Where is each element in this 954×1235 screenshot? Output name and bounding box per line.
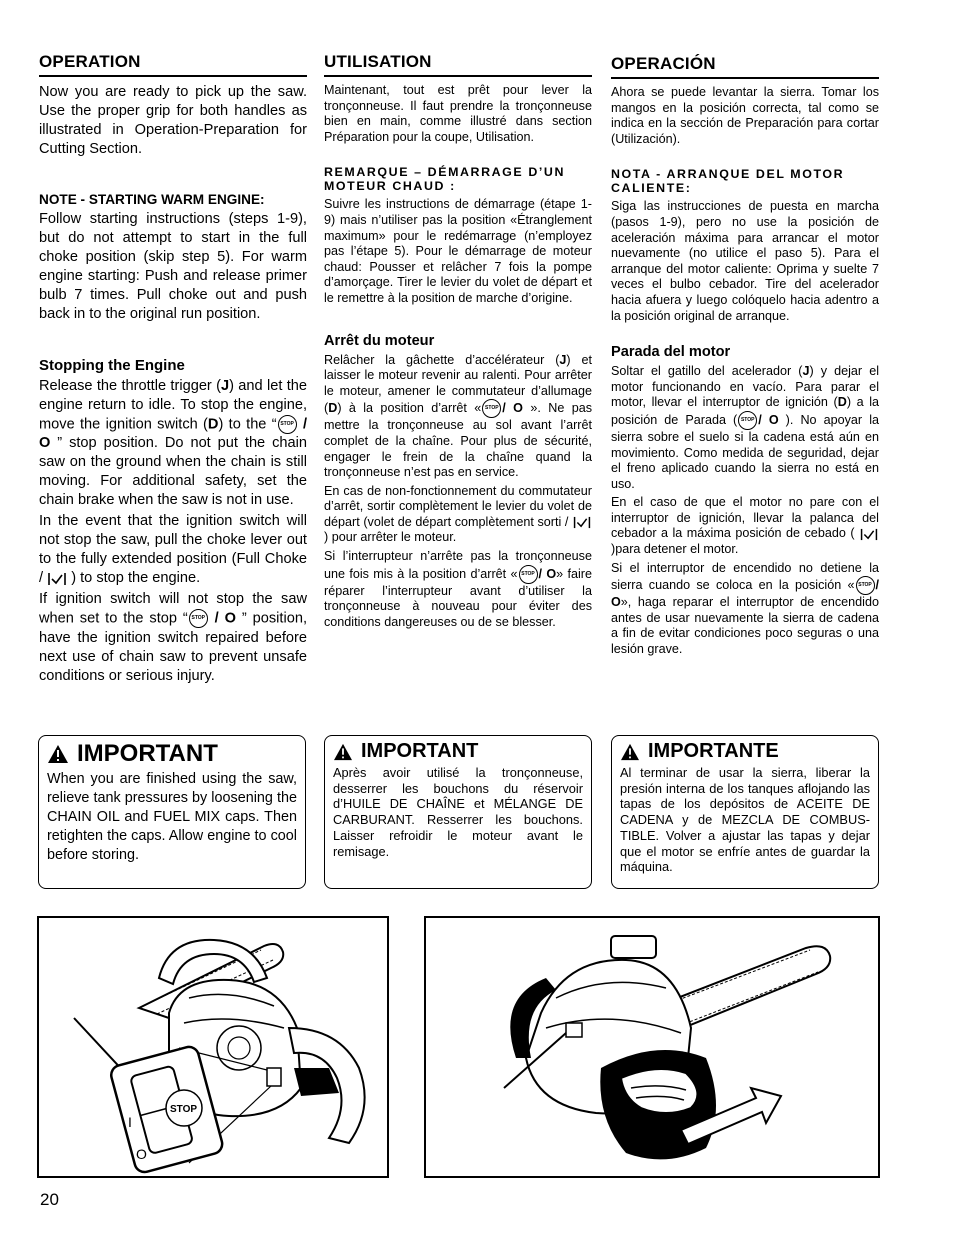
stop-icon: STOP	[278, 415, 297, 434]
important-box-english	[38, 735, 306, 889]
figure-ignition-switch	[37, 916, 389, 1178]
stop-icon: STOP	[519, 565, 538, 584]
page-number: 20	[40, 1190, 59, 1209]
note-text: Siga las instrucciones de puesta en marcha (pasos 1-9), pero no use la posición de aceleración máxima para arrancar el motor nuevamente (no utilice el paso 5). Para el arranque del motor caliente: Oprima y suelte 7 veces el bulbo cebador. Tire del acelerador hacia afuera y luego colóquelo hacia adentro a la posición original de arranque.	[611, 199, 879, 323]
column-spanish	[611, 52, 879, 658]
stopping-paragraph-1: Soltar el gatillo del acelerador (J) y dejar el motor funcionando en vacío. Para parar el motor, llevar el interruptor de ignición (D) a la posición de Parada ( STOP / O ). No apoyar la sierra sobre el suelo si la cadena está aún en movimiento. Como medida de seguridad, dejar el freno aplicado cuando la sierra no está en uso.	[611, 364, 879, 491]
stopping-paragraph-3: Si el interruptor de encendido no detiene la sierra cuando se coloca en la posición « STOP / O», haga reparar el interruptor de encendido antes de usar nuevamente la sierra de cadena a fin de evitar condiciones poco seguras o una lesión grave.	[611, 560, 879, 657]
stop-label: STOP	[170, 1104, 198, 1115]
note-title: NOTE - STARTING WARM ENGINE:	[39, 192, 265, 207]
stop-icon: STOP	[482, 399, 501, 418]
stopping-title: Stopping the Engine	[39, 357, 185, 374]
column-english	[39, 52, 307, 686]
stopping-paragraph-1: Relâcher la gâchette d’accélérateur (J) et laisser le moteur revenir au ralenti. Pour arrêter le moteur, amener le commutateur d’allumage (D) à la position d’arrêt « STOP / O ». Ne pas mettre la tronçonneuse au sol avant l’arrêt complet de la chaîne. Pour plus de sécurité, engager le frein de la chaîne quand la tronçonneuse n’est pas en service.	[324, 352, 592, 480]
stopping-paragraph-3: Si l’interrupteur n’arrête pas la tronçonneuse une fois mis à la position d’arrêt « STOP / O» faire réparer l’interrupteur avant d’utiliser la tronçonneuse à nouveau pour éviter des conditions dangereuses ou de se blesser.	[324, 549, 592, 629]
important-box-french	[324, 735, 592, 889]
section-header: OPERACIÓN	[611, 54, 879, 79]
full-choke-icon	[47, 572, 67, 586]
switch-off-label: O	[136, 1146, 147, 1162]
chainsaw-illustration	[39, 918, 389, 1178]
intro-paragraph: Now you are ready to pick up the saw. Use the proper grip for both handles as illustrated in Operation-Preparation for Cutting Section.	[39, 84, 307, 157]
important-text: Al terminar de usar la sierra, liberar la presión interna de los tanques aflojando las tapas de los depósitos de ACEITE DE CADENA y de MEZCLA DE COMBUS-TIBLE. Volver a ajustar las tapas y dejar que el motor se enfríe antes de guardar la máquina.	[620, 765, 870, 875]
important-title: IMPORTANTE	[648, 740, 779, 762]
intro-paragraph: Ahora se puede levantar la sierra. Tomar los mangos en la posición correcta, tal como se indica en la sección de Preparación para cortar (Utilización).	[611, 85, 879, 146]
note-text: Follow starting instructions (steps 1-9), but do not attempt to start in the full choke position (skip step 5). For warm engine starting: Push and release primer bulb 7 times. Pull choke out and push back in to the original run position.	[39, 211, 307, 322]
stopping-paragraph-1: Release the throttle trigger (J) and let the engine return to idle. To stop the engine, move the ignition switch (D) to the “ STOP / O ” stop position. Do not put the chain saw on the ground when the chain is still moving. For additional safety, set the chain brake when the saw is not in use.	[39, 378, 307, 509]
stopping-paragraph-2: En el caso de que el motor no pare con el interruptor de ignición, llevar la palanca del cebador a la máxima posición de cebado ( )para detener el motor.	[611, 495, 879, 557]
stop-icon: STOP	[738, 411, 757, 430]
warning-icon	[620, 743, 640, 761]
important-title: IMPORTANT	[77, 740, 218, 767]
warning-icon	[47, 744, 69, 764]
full-choke-icon	[572, 516, 592, 529]
important-text: Après avoir utilisé la tronçonneuse, desserrer les bouchons du réservoir d’HUILE DE CHAÎNE et MÉLANGE DE CARBURANT. Resserrer les bouchons. Laisser refroidir le moteur avant le remisage.	[333, 765, 583, 859]
warning-icon	[333, 743, 353, 761]
note-title: REMARQUE – DÉMARRAGE D’UN MOTEUR CHAUD :	[324, 165, 566, 194]
column-french	[324, 52, 592, 630]
stopping-paragraph-2: In the event that the ignition switch will not stop the saw, pull the choke lever out to the fully extended position (Full Choke / ) to stop the engine.	[39, 513, 307, 587]
important-box-spanish	[611, 735, 879, 889]
chainsaw-brake-illustration	[426, 918, 880, 1178]
intro-paragraph: Maintenant, tout est prêt pour lever la tronçonneuse. Il faut prendre la tronçonneuse bien en main, comme illustré dans section Préparation pour la coupe, Utilisation.	[324, 83, 592, 144]
full-choke-icon	[859, 528, 879, 541]
stopping-title: Parada del motor	[611, 344, 731, 361]
section-header: OPERATION	[39, 52, 307, 77]
stopping-paragraph-2: En cas de non-fonctionnement du commutateur d’arrêt, sortir complètement le levier du volet de départ (volet de départ complètement sorti / ) pour arrêter le moteur.	[324, 483, 592, 545]
note-title: NOTA - ARRANQUE DEL MOTOR CALIENTE:	[611, 167, 845, 196]
figure-chain-brake	[424, 916, 880, 1178]
section-header: UTILISATION	[324, 52, 592, 77]
stopping-title: Arrêt du moteur	[324, 332, 435, 349]
important-text: When you are finished using the saw, relieve tank pressures by loosening the CHAIN OIL and FUEL MIX caps. Then retighten the caps. Allow engine to cool before storing.	[47, 771, 297, 863]
switch-on-label: I	[128, 1114, 132, 1130]
stop-icon: STOP	[856, 576, 875, 595]
stopping-paragraph-3: If ignition switch will not stop the saw when set to the stop “ STOP / O ” position, have the ignition switch repaired before next use of chain saw to prevent unsafe conditions or serious injury.	[39, 591, 307, 684]
note-text: Suivre les instructions de démarrage (étape 1-9) mais n’utiliser pas la position «Étranglement maximum» pour le redémarrage (n’employez pas l’étape 5). Pour le démarrage de moteur chaud: Pousser et relâcher 7 fois la pompe d’amorçage. Tirer le levier du volet de départ et le remettre à la position de marche d’origine.	[324, 197, 592, 305]
important-title: IMPORTANT	[361, 740, 479, 762]
stop-icon: STOP	[189, 609, 208, 628]
